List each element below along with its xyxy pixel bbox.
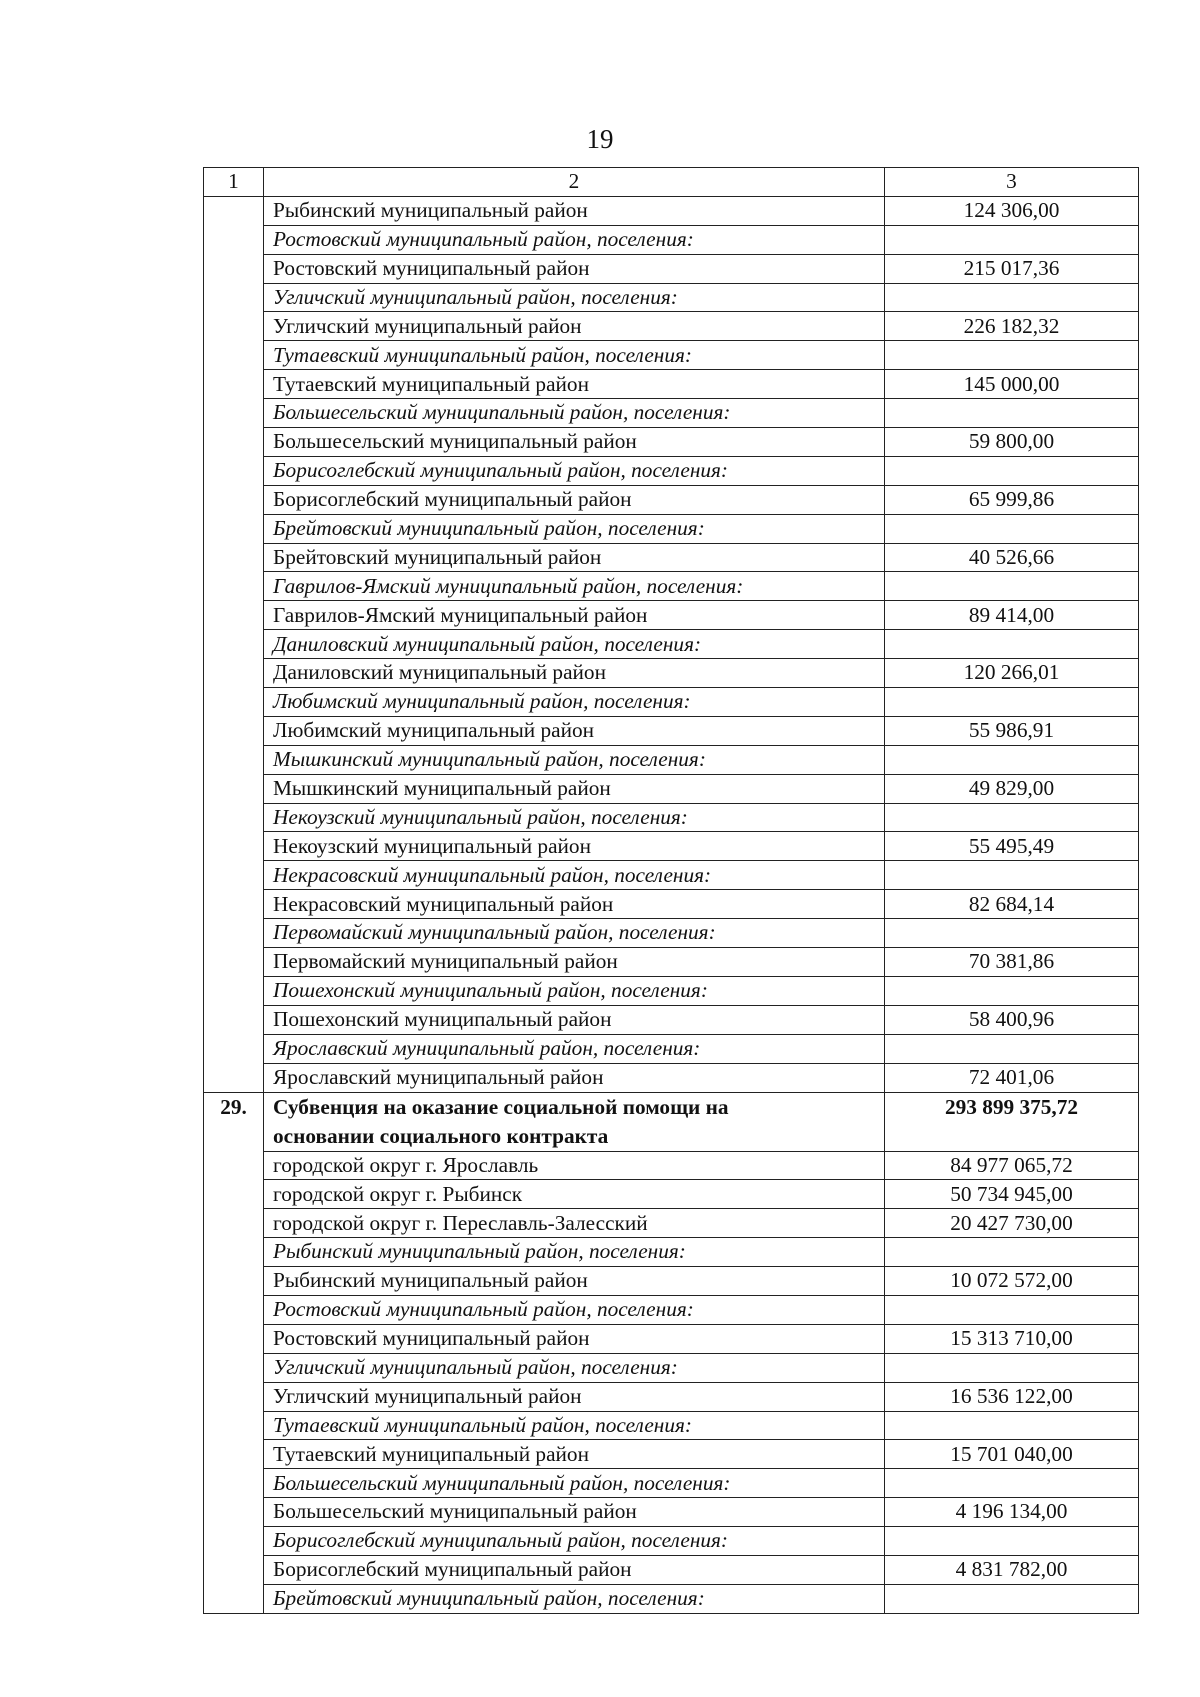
table-row bbox=[204, 428, 1139, 457]
amount-cell: 65 999,86 bbox=[885, 485, 1139, 514]
amount-cell bbox=[885, 1469, 1139, 1498]
subgroup-heading: Борисоглебский муниципальный район, поселения: bbox=[264, 456, 885, 485]
item-29-title-line-1: Субвенция на оказание социальной помощи на bbox=[273, 1094, 729, 1119]
district-name: Пошехонский муниципальный район bbox=[264, 1005, 885, 1034]
amount-cell bbox=[885, 1238, 1139, 1267]
district-name: Тутаевский муниципальный район bbox=[264, 1440, 885, 1469]
district-name: городской округ г. Рыбинск bbox=[264, 1180, 885, 1209]
subgroup-heading: Борисоглебский муниципальный район, поселения: bbox=[264, 1527, 885, 1556]
table-row bbox=[204, 890, 1139, 919]
subgroup-heading: Ростовский муниципальный район, поселения: bbox=[264, 1295, 885, 1324]
table-body bbox=[204, 168, 1139, 1614]
subgroup-heading: Тутаевский муниципальный район, поселения: bbox=[264, 1411, 885, 1440]
subgroup-heading: Угличский муниципальный район, поселения: bbox=[264, 1353, 885, 1382]
table-row bbox=[204, 1411, 1139, 1440]
table-row bbox=[204, 312, 1139, 341]
amount-cell: 124 306,00 bbox=[885, 196, 1139, 225]
amount-cell: 145 000,00 bbox=[885, 370, 1139, 399]
table-row bbox=[204, 1382, 1139, 1411]
amount-cell bbox=[885, 1584, 1139, 1613]
table-row bbox=[204, 1527, 1139, 1556]
amount-cell: 84 977 065,72 bbox=[885, 1151, 1139, 1180]
amount-cell: 82 684,14 bbox=[885, 890, 1139, 919]
table-row bbox=[204, 1063, 1139, 1092]
amount-cell bbox=[885, 745, 1139, 774]
amount-cell: 40 526,66 bbox=[885, 543, 1139, 572]
subgroup-heading: Большесельский муниципальный район, поселения: bbox=[264, 1469, 885, 1498]
amount-cell bbox=[885, 803, 1139, 832]
district-name: Гаврилов-Ямский муниципальный район bbox=[264, 601, 885, 630]
table-row bbox=[204, 341, 1139, 370]
district-name: Некоузский муниципальный район bbox=[264, 832, 885, 861]
table-row bbox=[204, 254, 1139, 283]
district-name: Любимский муниципальный район bbox=[264, 716, 885, 745]
table-row bbox=[204, 1151, 1139, 1180]
amount-cell: 20 427 730,00 bbox=[885, 1209, 1139, 1238]
amount-cell: 10 072 572,00 bbox=[885, 1267, 1139, 1296]
header-col-3: 3 bbox=[885, 168, 1139, 197]
table-row bbox=[204, 601, 1139, 630]
subgroup-heading: Брейтовский муниципальный район, поселения: bbox=[264, 1584, 885, 1613]
district-name: Ярославский муниципальный район bbox=[264, 1063, 885, 1092]
table-row bbox=[204, 1440, 1139, 1469]
amount-cell: 72 401,06 bbox=[885, 1063, 1139, 1092]
header-col-1: 1 bbox=[204, 168, 264, 197]
amount-cell: 4 831 782,00 bbox=[885, 1555, 1139, 1584]
table-row bbox=[204, 1209, 1139, 1238]
subgroup-heading: Пошехонский муниципальный район, поселения: bbox=[264, 976, 885, 1005]
table-row bbox=[204, 659, 1139, 688]
table-row bbox=[204, 1324, 1139, 1353]
table-row bbox=[204, 196, 1139, 225]
amount-cell: 49 829,00 bbox=[885, 774, 1139, 803]
amount-cell bbox=[885, 1353, 1139, 1382]
district-name: Мышкинский муниципальный район bbox=[264, 774, 885, 803]
table-row bbox=[204, 861, 1139, 890]
amount-cell bbox=[885, 1295, 1139, 1324]
subgroup-heading: Даниловский муниципальный район, поселения: bbox=[264, 630, 885, 659]
amount-cell: 70 381,86 bbox=[885, 948, 1139, 977]
district-name: Рыбинский муниципальный район bbox=[264, 196, 885, 225]
subgroup-heading: Ярославский муниципальный район, поселения: bbox=[264, 1034, 885, 1063]
amount-cell bbox=[885, 861, 1139, 890]
amount-cell bbox=[885, 688, 1139, 717]
item-29-title bbox=[264, 1092, 885, 1151]
table-row bbox=[204, 803, 1139, 832]
table-row bbox=[204, 1005, 1139, 1034]
amount-cell: 120 266,01 bbox=[885, 659, 1139, 688]
amount-cell: 226 182,32 bbox=[885, 312, 1139, 341]
amount-cell: 215 017,36 bbox=[885, 254, 1139, 283]
district-name: городской округ г. Ярославль bbox=[264, 1151, 885, 1180]
amount-cell bbox=[885, 1527, 1139, 1556]
table-row bbox=[204, 572, 1139, 601]
table-row bbox=[204, 1498, 1139, 1527]
table-header-row bbox=[204, 168, 1139, 197]
subvention-table bbox=[203, 167, 1139, 1614]
table-row bbox=[204, 456, 1139, 485]
table-row bbox=[204, 370, 1139, 399]
amount-cell bbox=[885, 456, 1139, 485]
amount-cell: 50 734 945,00 bbox=[885, 1180, 1139, 1209]
district-name: Первомайский муниципальный район bbox=[264, 948, 885, 977]
district-name: Даниловский муниципальный район bbox=[264, 659, 885, 688]
header-col-2: 2 bbox=[264, 168, 885, 197]
table-row bbox=[204, 1267, 1139, 1296]
table-row bbox=[204, 630, 1139, 659]
amount-cell bbox=[885, 1411, 1139, 1440]
table-row bbox=[204, 1238, 1139, 1267]
district-name: Угличский муниципальный район bbox=[264, 312, 885, 341]
amount-cell bbox=[885, 919, 1139, 948]
row-index-empty bbox=[204, 196, 264, 1092]
amount-cell: 55 495,49 bbox=[885, 832, 1139, 861]
table-row bbox=[204, 976, 1139, 1005]
table-row bbox=[204, 1584, 1139, 1613]
amount-cell: 59 800,00 bbox=[885, 428, 1139, 457]
subgroup-heading: Гаврилов-Ямский муниципальный район, поселения: bbox=[264, 572, 885, 601]
table-row bbox=[204, 1469, 1139, 1498]
row-index-29: 29. bbox=[204, 1092, 264, 1613]
table-row bbox=[204, 919, 1139, 948]
table-row bbox=[204, 745, 1139, 774]
district-name: Борисоглебский муниципальный район bbox=[264, 485, 885, 514]
subgroup-heading: Брейтовский муниципальный район, поселения: bbox=[264, 514, 885, 543]
table-row bbox=[204, 948, 1139, 977]
district-name: городской округ г. Переславль-Залесский bbox=[264, 1209, 885, 1238]
amount-cell: 16 536 122,00 bbox=[885, 1382, 1139, 1411]
district-name: Брейтовский муниципальный район bbox=[264, 543, 885, 572]
subgroup-heading: Некоузский муниципальный район, поселения: bbox=[264, 803, 885, 832]
amount-cell bbox=[885, 572, 1139, 601]
amount-cell bbox=[885, 225, 1139, 254]
subgroup-heading: Рыбинский муниципальный район, поселения: bbox=[264, 1238, 885, 1267]
table-row bbox=[204, 514, 1139, 543]
table-row bbox=[204, 1034, 1139, 1063]
table-row bbox=[204, 1295, 1139, 1324]
amount-cell: 58 400,96 bbox=[885, 1005, 1139, 1034]
table-row bbox=[204, 283, 1139, 312]
subgroup-heading: Любимский муниципальный район, поселения: bbox=[264, 688, 885, 717]
subgroup-heading: Тутаевский муниципальный район, поселения: bbox=[264, 341, 885, 370]
table-row bbox=[204, 1180, 1139, 1209]
item-29-title-line-2: основании социального контракта bbox=[273, 1123, 609, 1148]
table-row bbox=[204, 543, 1139, 572]
district-name: Тутаевский муниципальный район bbox=[264, 370, 885, 399]
amount-cell bbox=[885, 399, 1139, 428]
subgroup-heading: Большесельский муниципальный район, поселения: bbox=[264, 399, 885, 428]
amount-cell bbox=[885, 976, 1139, 1005]
table-row bbox=[204, 688, 1139, 717]
table-row bbox=[204, 399, 1139, 428]
subgroup-heading: Некрасовский муниципальный район, поселения: bbox=[264, 861, 885, 890]
table-row bbox=[204, 225, 1139, 254]
subgroup-heading: Мышкинский муниципальный район, поселения: bbox=[264, 745, 885, 774]
table-row bbox=[204, 774, 1139, 803]
subgroup-heading: Угличский муниципальный район, поселения: bbox=[264, 283, 885, 312]
table-row bbox=[204, 1555, 1139, 1584]
district-name: Борисоглебский муниципальный район bbox=[264, 1555, 885, 1584]
amount-cell: 89 414,00 bbox=[885, 601, 1139, 630]
amount-cell: 55 986,91 bbox=[885, 716, 1139, 745]
table-row bbox=[204, 1353, 1139, 1382]
district-name: Большесельский муниципальный район bbox=[264, 428, 885, 457]
district-name: Большесельский муниципальный район bbox=[264, 1498, 885, 1527]
district-name: Ростовский муниципальный район bbox=[264, 254, 885, 283]
amount-cell bbox=[885, 514, 1139, 543]
page-number: 19 bbox=[586, 124, 614, 154]
amount-cell: 15 701 040,00 bbox=[885, 1440, 1139, 1469]
district-name: Угличский муниципальный район bbox=[264, 1382, 885, 1411]
amount-cell bbox=[885, 283, 1139, 312]
amount-cell: 15 313 710,00 bbox=[885, 1324, 1139, 1353]
district-name: Некрасовский муниципальный район bbox=[264, 890, 885, 919]
subgroup-heading: Первомайский муниципальный район, поселения: bbox=[264, 919, 885, 948]
amount-cell bbox=[885, 341, 1139, 370]
item-29-total: 293 899 375,72 bbox=[885, 1092, 1139, 1151]
amount-cell bbox=[885, 1034, 1139, 1063]
table-row bbox=[204, 485, 1139, 514]
amount-cell: 4 196 134,00 bbox=[885, 1498, 1139, 1527]
district-name: Ростовский муниципальный район bbox=[264, 1324, 885, 1353]
table-row bbox=[204, 832, 1139, 861]
amount-cell bbox=[885, 630, 1139, 659]
subgroup-heading: Ростовский муниципальный район, поселения: bbox=[264, 225, 885, 254]
district-name: Рыбинский муниципальный район bbox=[264, 1267, 885, 1296]
item-29-title-row bbox=[204, 1092, 1139, 1151]
table-row bbox=[204, 716, 1139, 745]
